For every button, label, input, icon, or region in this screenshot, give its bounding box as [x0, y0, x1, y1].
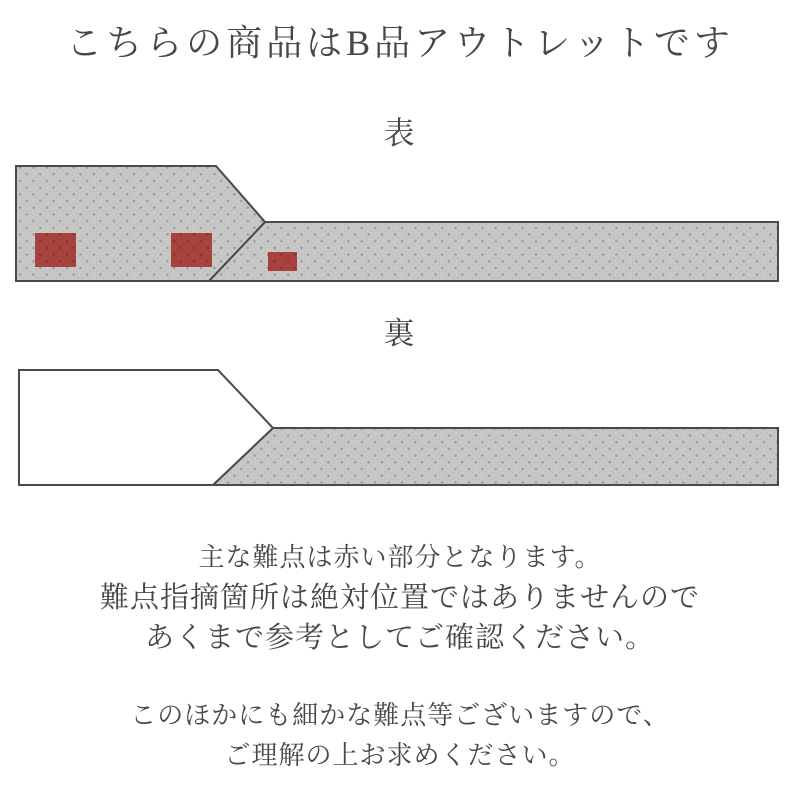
back-section-label: 裏 [383, 316, 417, 351]
back-band-shape [213, 428, 778, 485]
defect-marker [35, 233, 76, 267]
note-line: ご理解の上お求めください。 [224, 741, 576, 770]
front-section-label: 表 [383, 116, 417, 151]
front-tie-diagram [16, 166, 778, 281]
back-tie-diagram [19, 370, 778, 485]
primary-notes [0, 538, 800, 658]
defect-marker [268, 252, 297, 271]
note-line: 難点指摘箇所は絶対位置ではありませんので [99, 582, 700, 614]
note-line: このほかにも細かな難点等ございますので、 [130, 701, 670, 730]
defect-marker [171, 233, 212, 267]
note-line: 主な難点は赤い部分となります。 [198, 543, 602, 572]
note-line: あくまで参考としてご確認ください。 [144, 622, 655, 654]
secondary-notes [0, 696, 800, 776]
page-title: こちらの商品はB品アウトレットです [66, 23, 734, 63]
front-band-shape [209, 222, 778, 281]
